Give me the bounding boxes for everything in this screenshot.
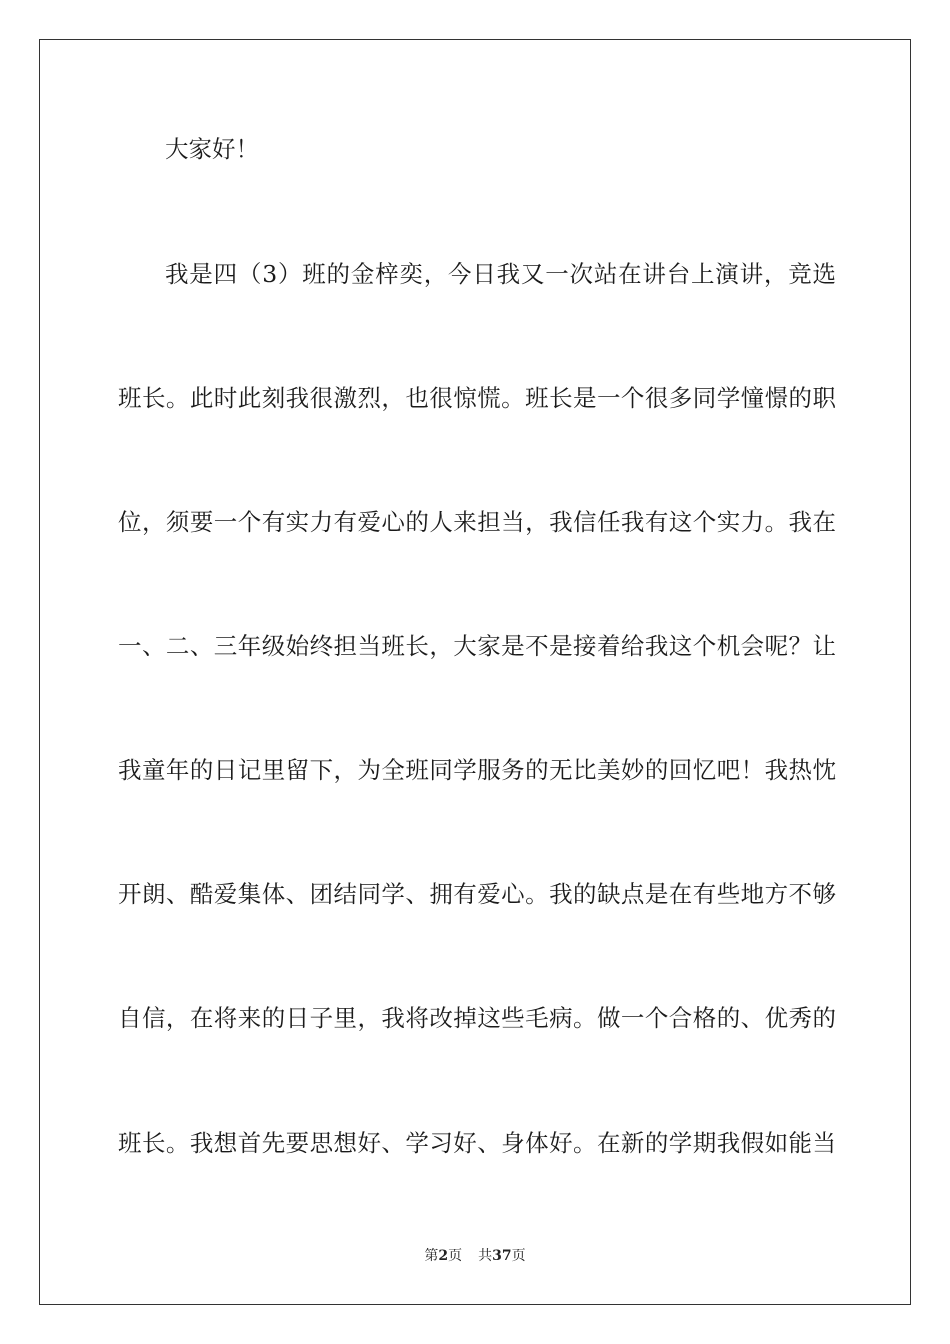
body-line-3: 位，须要一个有实力有爱心的人来担当，我信任我有这个实力。我在: [118, 508, 836, 536]
total-prefix: 共: [478, 1248, 493, 1264]
page-suffix: 页: [448, 1248, 463, 1264]
body-line-7: 自信，在将来的日子里，我将改掉这些毛病。做一个合格的、优秀的: [118, 1004, 836, 1032]
body-line-8: 班长。我想首先要思想好、学习好、身体好。在新的学期我假如能当: [118, 1129, 836, 1157]
total-suffix: 页: [511, 1248, 526, 1264]
body-line-6: 开朗、酷爱集体、团结同学、拥有爱心。我的缺点是在有些地方不够: [118, 880, 836, 908]
greeting-line: 大家好！: [165, 135, 259, 163]
page-border: [39, 39, 911, 1305]
body-line-4: 一、二、三年级始终担当班长，大家是不是接着给我这个机会呢？让: [118, 632, 836, 660]
body-line-2: 班长。此时此刻我很激烈，也很惊慌。班长是一个很多同学憧憬的职: [118, 384, 836, 412]
total-pages: 37: [492, 1248, 512, 1264]
page-prefix: 第: [424, 1248, 439, 1264]
body-line-1: 我是四（3）班的金梓奕，今日我又一次站在讲台上演讲，竞选: [165, 260, 836, 288]
body-line-5: 我童年的日记里留下，为全班同学服务的无比美妙的回忆吧！我热忱: [118, 756, 836, 784]
page-footer: [0, 1246, 950, 1266]
page-number: 2: [438, 1248, 449, 1264]
